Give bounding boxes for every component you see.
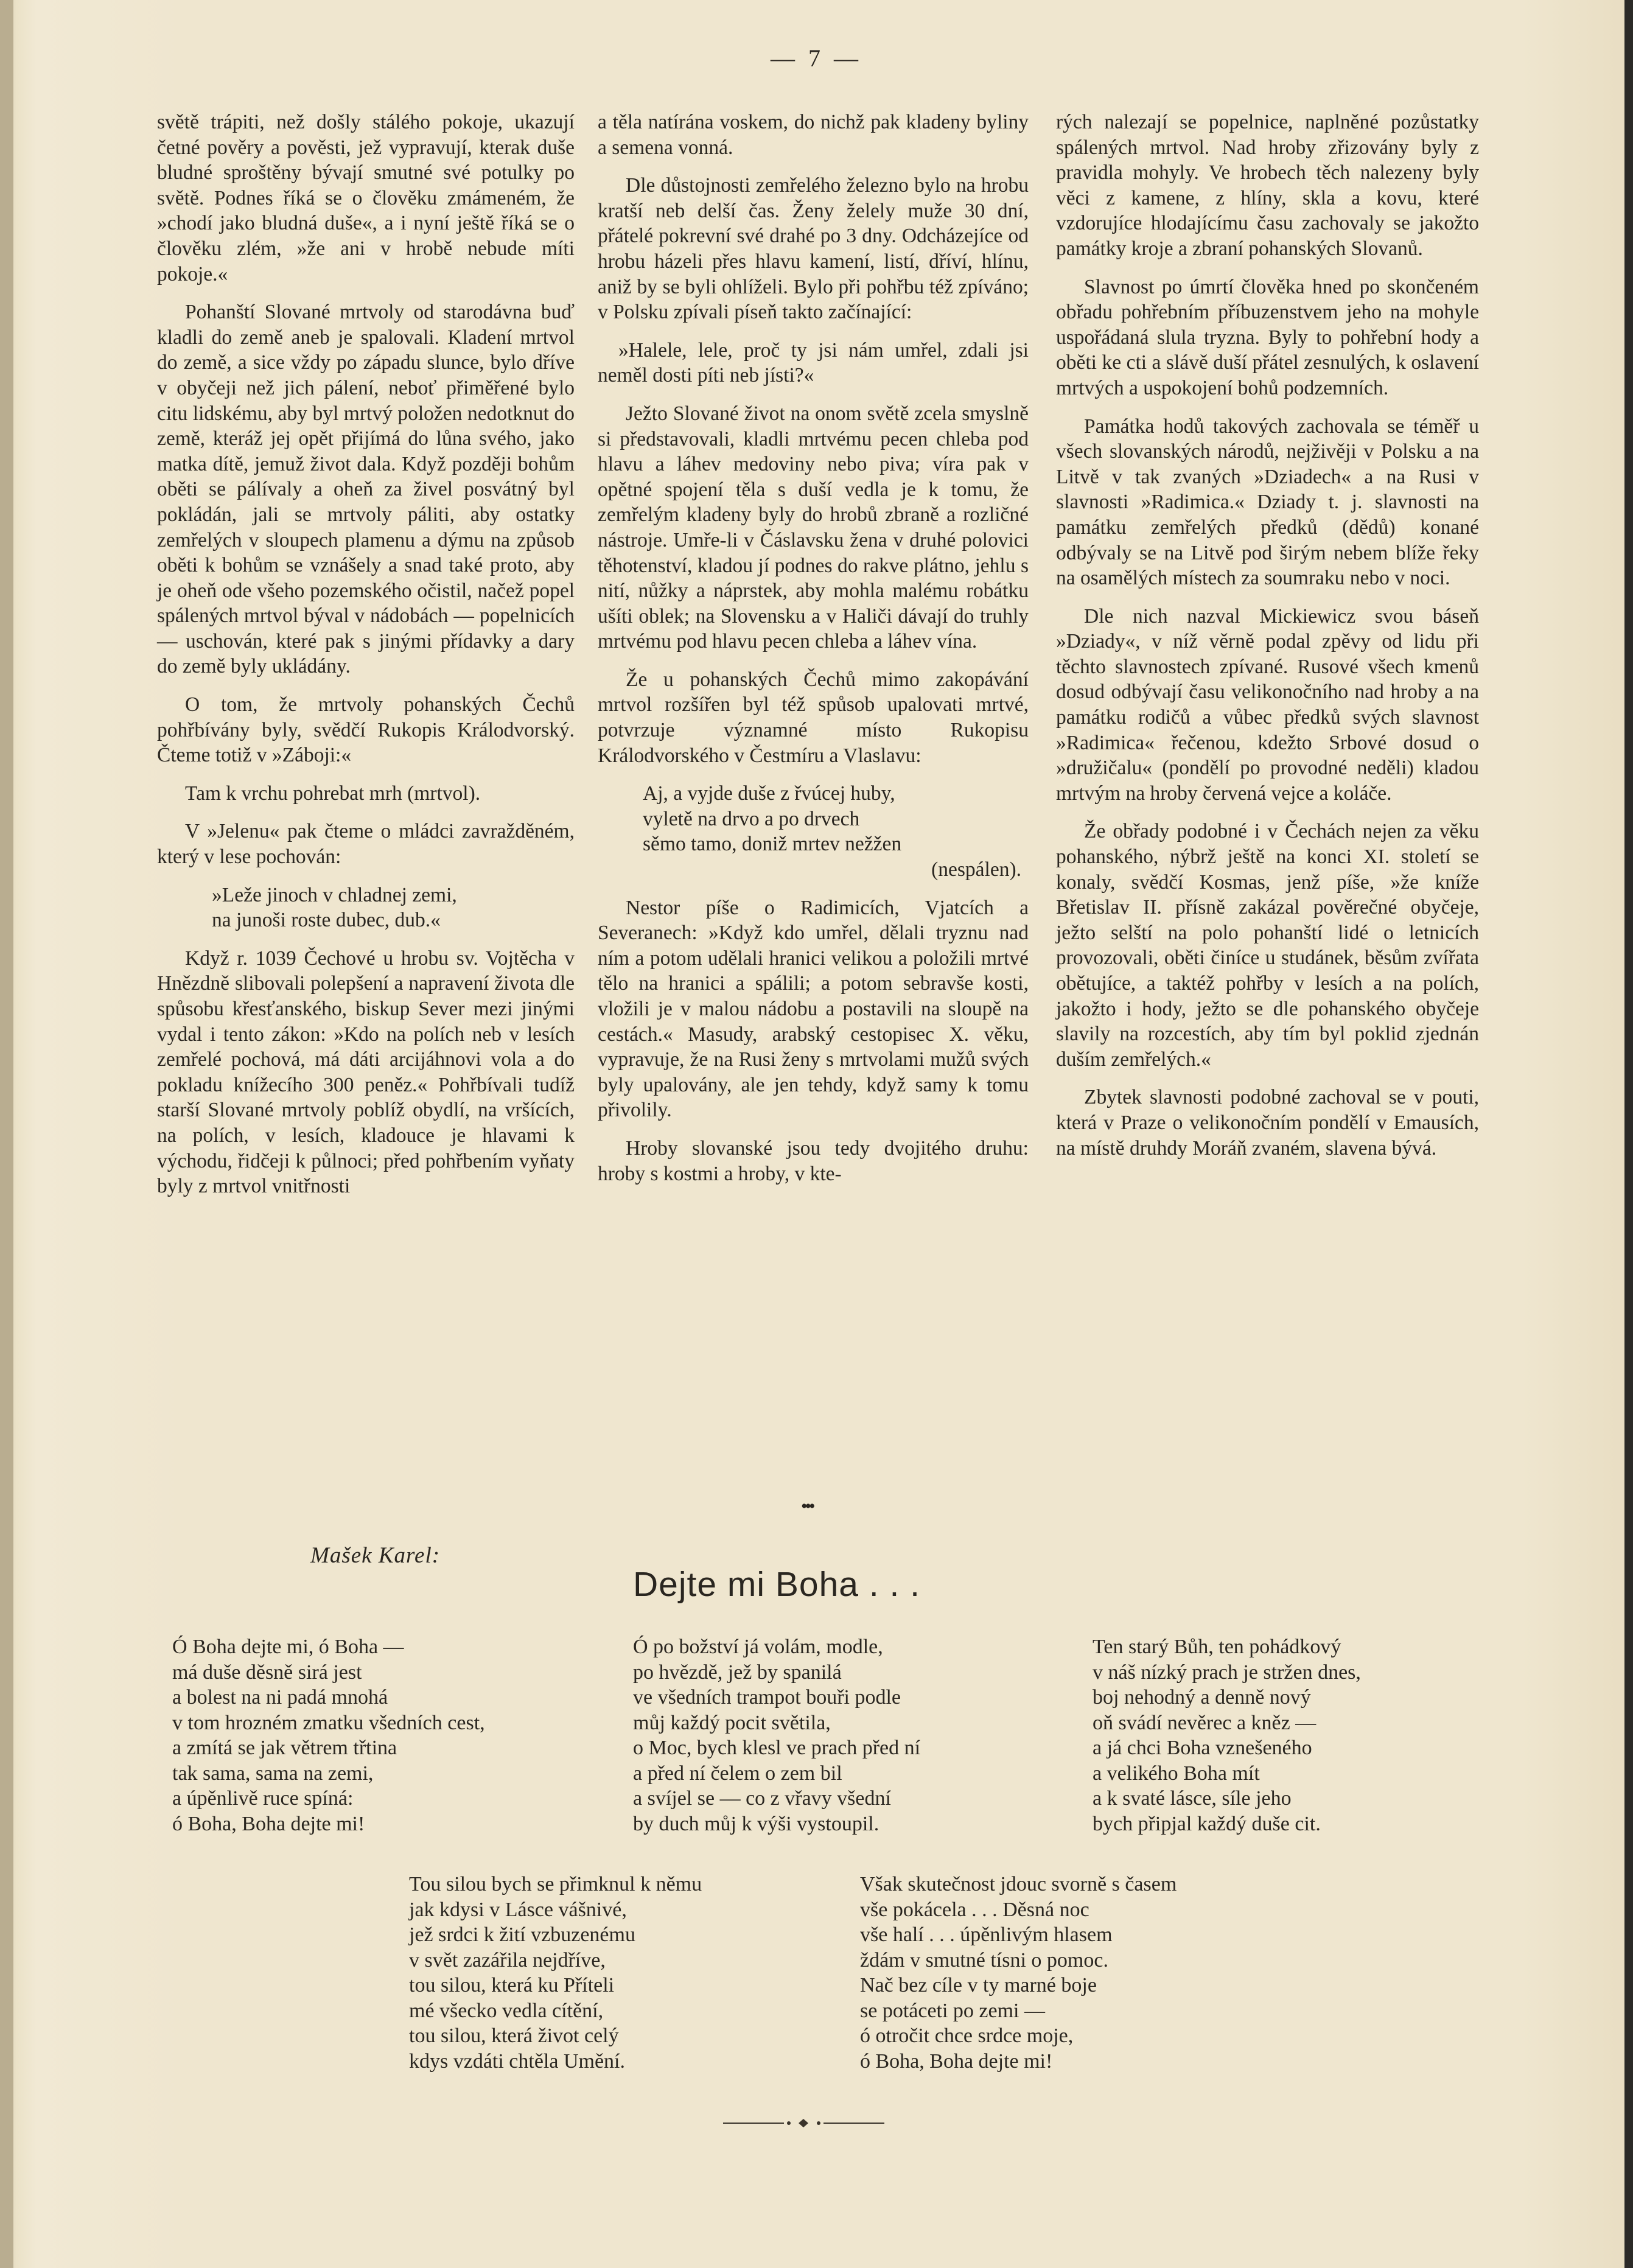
paragraph: rých nalezají se popelnice, naplněné pozůstatky spálených mrtvol. Nad hroby zřizovány byly z pravidla mohyly. Ve hrobech těch nalezeny byly věci z kamene, z hlíny, skla a kovu, které vzdorujíce hlodajícímu času zachovaly se jakožto památky kroje a zbraní pohanských Slovanů. <box>1056 111 1479 260</box>
verse-line: jak kdysi v Lásce vášnivé, <box>409 1898 627 1921</box>
verse-quote: Tam k vrchu pohrebat mrh (mrtvol). <box>185 782 481 805</box>
verse-line: má duše děsně sirá jest <box>172 1661 362 1684</box>
article-column-3 <box>1056 110 1479 1174</box>
verse-line: oň svádí nevěrec a kněz — <box>1093 1711 1317 1734</box>
verse-line: v náš nízký prach je stržen dnes, <box>1093 1661 1361 1684</box>
verse-line: jež srdci k žití vzbuzenému <box>409 1923 635 1946</box>
verse-line: tou silou, která život celý <box>409 2025 619 2047</box>
verse-line: Tou silou bych se přimknul k němu <box>409 1873 702 1895</box>
poem-stanza-2 <box>633 1634 920 1836</box>
poem-stanza-5 <box>860 1872 1177 2074</box>
verse-line: a úpěnlivě ruce spíná: <box>172 1787 354 1810</box>
verse-line: mé všecko vedla cítění, <box>409 1999 604 2022</box>
verse-line: o Moc, bych klesl ve prach před ní <box>633 1737 921 1759</box>
paragraph: Že obřady podobné i v Čechách nejen za věku pohanského, nýbrž ještě na konci XI. století se konaly, svědčí Kosmas, jenž píše, »že kníže Břetislav II. přísně zakázal pověrečné obyčeje, ježto selští na polo pohanští lidé o letnicích provozovali, oběti činíce u studánek, běsům zvířata obětujíce, a taktéž pohřby v lesích a na polích, jakožto i hody, ježto se dle pohanského obyčeje slavily na rozcestích, aby tím byl poklid zjednán duším zemřelých.« <box>1056 820 1479 1071</box>
verse-line: a já chci Boha vznešeného <box>1093 1737 1312 1759</box>
verse-line: se potáceti po zemi — <box>860 1999 1046 2022</box>
scan-border <box>1624 0 1633 2268</box>
paragraph: Zbytek slavnosti podobné zachoval se v pouti, která v Praze o velikonočním pondělí v Emausích, na místě druhdy Moráň zvaném, slavena bývá. <box>1056 1086 1479 1160</box>
verse-quote-line: vyletě na drvo a po drvech <box>643 807 860 830</box>
verse-quote-line: »Leže jinoch v chladnej zemi, <box>212 883 457 906</box>
verse-line: bych připjal každý duše cit. <box>1093 1812 1321 1835</box>
verse-line: v tom hrozném zmatku všedních cest, <box>172 1711 485 1734</box>
verse-line: ó otročit chce srdce moje, <box>860 2025 1074 2047</box>
poem-stanza-4 <box>409 1872 702 2074</box>
verse-line: a velikého Boha mít <box>1093 1762 1260 1785</box>
verse-line: a svíjel se — co z vřavy všední <box>633 1787 891 1810</box>
paragraph: V »Jelenu« pak čteme o mládci zavražděném, který v lese pochován: <box>157 820 575 869</box>
verse-line: můj každý pocit světila, <box>633 1711 831 1734</box>
verse-line: a bolest na ni padá mnohá <box>172 1686 388 1709</box>
verse-line: Však skutečnost jdouc svorně s časem <box>860 1873 1177 1895</box>
end-ornament <box>723 2117 884 2129</box>
paragraph: a těla natírána voskem, do nichž pak kladeny byliny a semena vonná. <box>598 111 1029 159</box>
poem-stanza-1 <box>172 1634 485 1836</box>
paragraph: Památka hodů takových zachovala se téměř u všech slovanských národů, nejživěji v Polsku a na Litvě v tak zvaných »Dziadech« a na Rusi v slavnosti »Radimica.« Dziady t. j. slavnosti na památku zemřelých předků (dědů) konané odbývaly se na Litvě pod širým nebem blíže řeky na osamělých místech za soumraku nebo v noci. <box>1056 415 1479 590</box>
paragraph: Ježto Slované život na onom světě zcela smyslně si představovali, kladli mrtvému pecen chleba pod hlavu a láhev medoviny nebo piva; víra pak v opětné spojení těla s duší vedla je k tomu, že zemřelým kladeny byly do hrobů zbraně a rozličné nástroje. Umře-li v Čáslavsku žena v druhé polovici těhotenství, kladou jí podnes do rakve plátno, jehlu s nití, nůžky a náprstek, aby mohla malému robátku ušíti oblek; na Slovensku a v Haliči dávají do truhly mrtvému pod hlavu pecen chleba a láhev vína. <box>598 402 1029 653</box>
ornament-rule-right <box>823 2123 884 2124</box>
verse-line: po hvězdě, jež by spanilá <box>633 1661 842 1684</box>
verse-line: tak sama, sama na zemi, <box>172 1762 374 1785</box>
verse-line: vše halí . . . úpěnlivým hlasem <box>860 1923 1113 1946</box>
paragraph: Slavnost po úmrtí člověka hned po skončeném obřadu pohřebním příbuzenstvem jeho na mohyle uspořádaná slula tryzna. Byly to pohřební hody a oběti ke cti a slávě duší přátel zesnulých, k oslavení mrtvých a uspokojení bohů podzemních. <box>1056 275 1479 399</box>
section-divider-ornament: ••• <box>801 1496 813 1516</box>
verse-line: a zmítá se jak větrem třtina <box>172 1737 397 1759</box>
paragraph: světě trápiti, než došly stálého pokoje, ukazují četné pověry a pověsti, jež vypravují, kterak duše bludné sproštěny bývají smutné své potulky po světě. Podnes říká se o člověku zmámeném, že »chodí jako bludná duše«, a i nyní ještě říká se o člověku zlém, »že ani v hrobě nebude míti pokoje.« <box>157 111 575 285</box>
verse-line: Ten starý Bůh, ten pohádkový <box>1093 1636 1341 1658</box>
verse-quote-line: sěmo tamo, doniž mrtev nežžen <box>643 833 902 856</box>
paragraph: O tom, že mrtvoly pohanských Čechů pohřbívány byly, svědčí Rukopis Králodvorský. Čteme totiž v »Záboji:« <box>157 693 575 767</box>
verse-line: Nač bez cíle v ty marné boje <box>860 1974 1097 1997</box>
poem-stanza-3 <box>1093 1634 1361 1836</box>
paragraph: Dle nich nazval Mickiewicz svou báseň »Dziady«, v níž věrně podal zpěvy od lidu při těchto slavnostech zpívané. Rusové všech kmenů dosud odbývají času velikonočního nad hroby a na památku rodičů a vůbec předků svých slavnost »Radimica« řečenou, kdežto Srbové dosud o »družičalu« (pondělí po provodné neděli) kladou mrtvým na hroby červená vejce a koláče. <box>1056 604 1479 805</box>
verse-quote-line: na junoši roste dubec, dub.« <box>212 909 441 932</box>
verse-quote: »Halele, lele, proč ty jsi nám umřel, zdali jsi neměl dosti píti neb jísti?« <box>598 338 1029 387</box>
verse-line: v svět zazářila nejdříve, <box>409 1948 606 1972</box>
poem-title: Dejte mi Boha . . . <box>633 1565 921 1604</box>
verse-line: boj nehodný a denně nový <box>1093 1686 1311 1709</box>
paragraph: Když r. 1039 Čechové u hrobu sv. Vojtěcha v Hnězdně slibovali polepšení a napravení života dle spůsobu křesťanského, biskup Sever mezi jinými vydal i tento zákon: »Kdo na polích neb v lesích zemřelé pochová, má dáti arcijáhnovi vola a do pokladu knížecího 300 peněz.« Pohřbívali tudíž starší Slované mrtvoly poblíž obydlí, na vršících, na polích, v lesích, kladouce je hlavami k východu, řidčeji k půlnoci; před pohřbením vyňaty byly z mrtvol vnitřnosti <box>157 947 575 1198</box>
verse-line: ve všedních trampot bouři podle <box>633 1686 901 1709</box>
poem-author: Mašek Karel: <box>310 1543 441 1568</box>
paragraph: Nestor píše o Radimicích, Vjatcích a Severanech: »Když kdo umřel, dělali tryznu nad ním a potom udělali hranici velikou a položili mrtvé tělo na hranici a spálili; a potom sebravše kosti, vložili je v malou nádobu a postavili na sloupě na cestách.« Masudy, arabský cestopisec X. věku, vypravuje, že na Rusi ženy s mrtvolami mužů svých byly upalovány, ale jen tehdy, když samy k tomu přivolily. <box>598 896 1029 1122</box>
article-column-1 <box>157 110 575 1212</box>
verse-line: by duch můj k výši vystoupil. <box>633 1812 879 1835</box>
verse-line: tou silou, která ku Příteli <box>409 1974 615 1997</box>
verse-quote-line: (nespálen). <box>931 858 1021 881</box>
verse-line: kdys vzdáti chtěla Umění. <box>409 2049 626 2073</box>
verse-line: ó Boha, Boha dejte mi! <box>860 2049 1053 2073</box>
paragraph: Že u pohanských Čechů mimo zakopávání mrtvol rozšířen byl též spůsob upalovati mrtvé, potvrzuje významné místo Rukopisu Králodvorského v Čestmíru a Vlaslavu: <box>598 668 1029 767</box>
verse-line: ó Boha, Boha dejte mi! <box>172 1812 365 1835</box>
paragraph: Dle důstojnosti zemřelého železno bylo na hrobu kratší neb delší čas. Ženy želely muže 30 dní, přátelé pokrevní své drahé po 3 dny. Odcházejíce od hrobu házeli přes hlavu kamení, listí, dříví, hlínu, aniž by se byli ohlíželi. Bylo při pohřbu též zpíváno; v Polsku zpívali píseň takto začínající: <box>598 174 1029 324</box>
page-number: — 7 — <box>771 44 862 72</box>
paragraph: Pohanští Slované mrtvoly od starodávna buď kladli do země aneb je spalovali. Kladení mrtvol do země, a sice vždy po západu slunce, bylo dříve v obyčeji než jich pálení, neboť přiměřené bylo citu lidskému, aby byl mrtvý položen nedotknut do země, kteráž jej opět přijímá do lůna svého, jako matka dítě, jemuž život dala. Když později bohům oběti se pálívaly a oheň za živel posvátný byl pokládán, jali se mrtvoly páliti, aby ostatky zemřelých v sloupech plamenu a dýmu na způsob oběti k bohům se vznášely a snad také proto, aby je oheň ode všeho pozemského očistil, načež popel spálených mrtvol býval v nádobách — popelnicích — uschován, které pak s jinými přídavky a dary do země byly ukládány. <box>157 301 575 678</box>
ornament-rule-left <box>723 2123 784 2124</box>
binding-edge <box>0 0 13 2268</box>
verse-line: Ó Boha dejte mi, ó Boha — <box>172 1636 404 1658</box>
verse-line: a k svaté lásce, síle jeho <box>1093 1787 1292 1810</box>
verse-quote-line: Aj, a vyjde duše z řvúcej huby, <box>643 782 895 805</box>
paragraph: Hroby slovanské jsou tedy dvojitého druhu: hroby s kostmi a hroby, v kte- <box>598 1136 1029 1185</box>
diamond-ornament-icon <box>784 2117 823 2129</box>
verse-line: Ó po božství já volám, modle, <box>633 1636 883 1658</box>
verse-line: ždám v smutné tísni o pomoc. <box>860 1948 1108 1972</box>
article-column-2 <box>598 110 1029 1199</box>
verse-line: a před ní čelem o zem bil <box>633 1762 842 1785</box>
verse-line: vše pokácela . . . Děsná noc <box>860 1898 1089 1921</box>
